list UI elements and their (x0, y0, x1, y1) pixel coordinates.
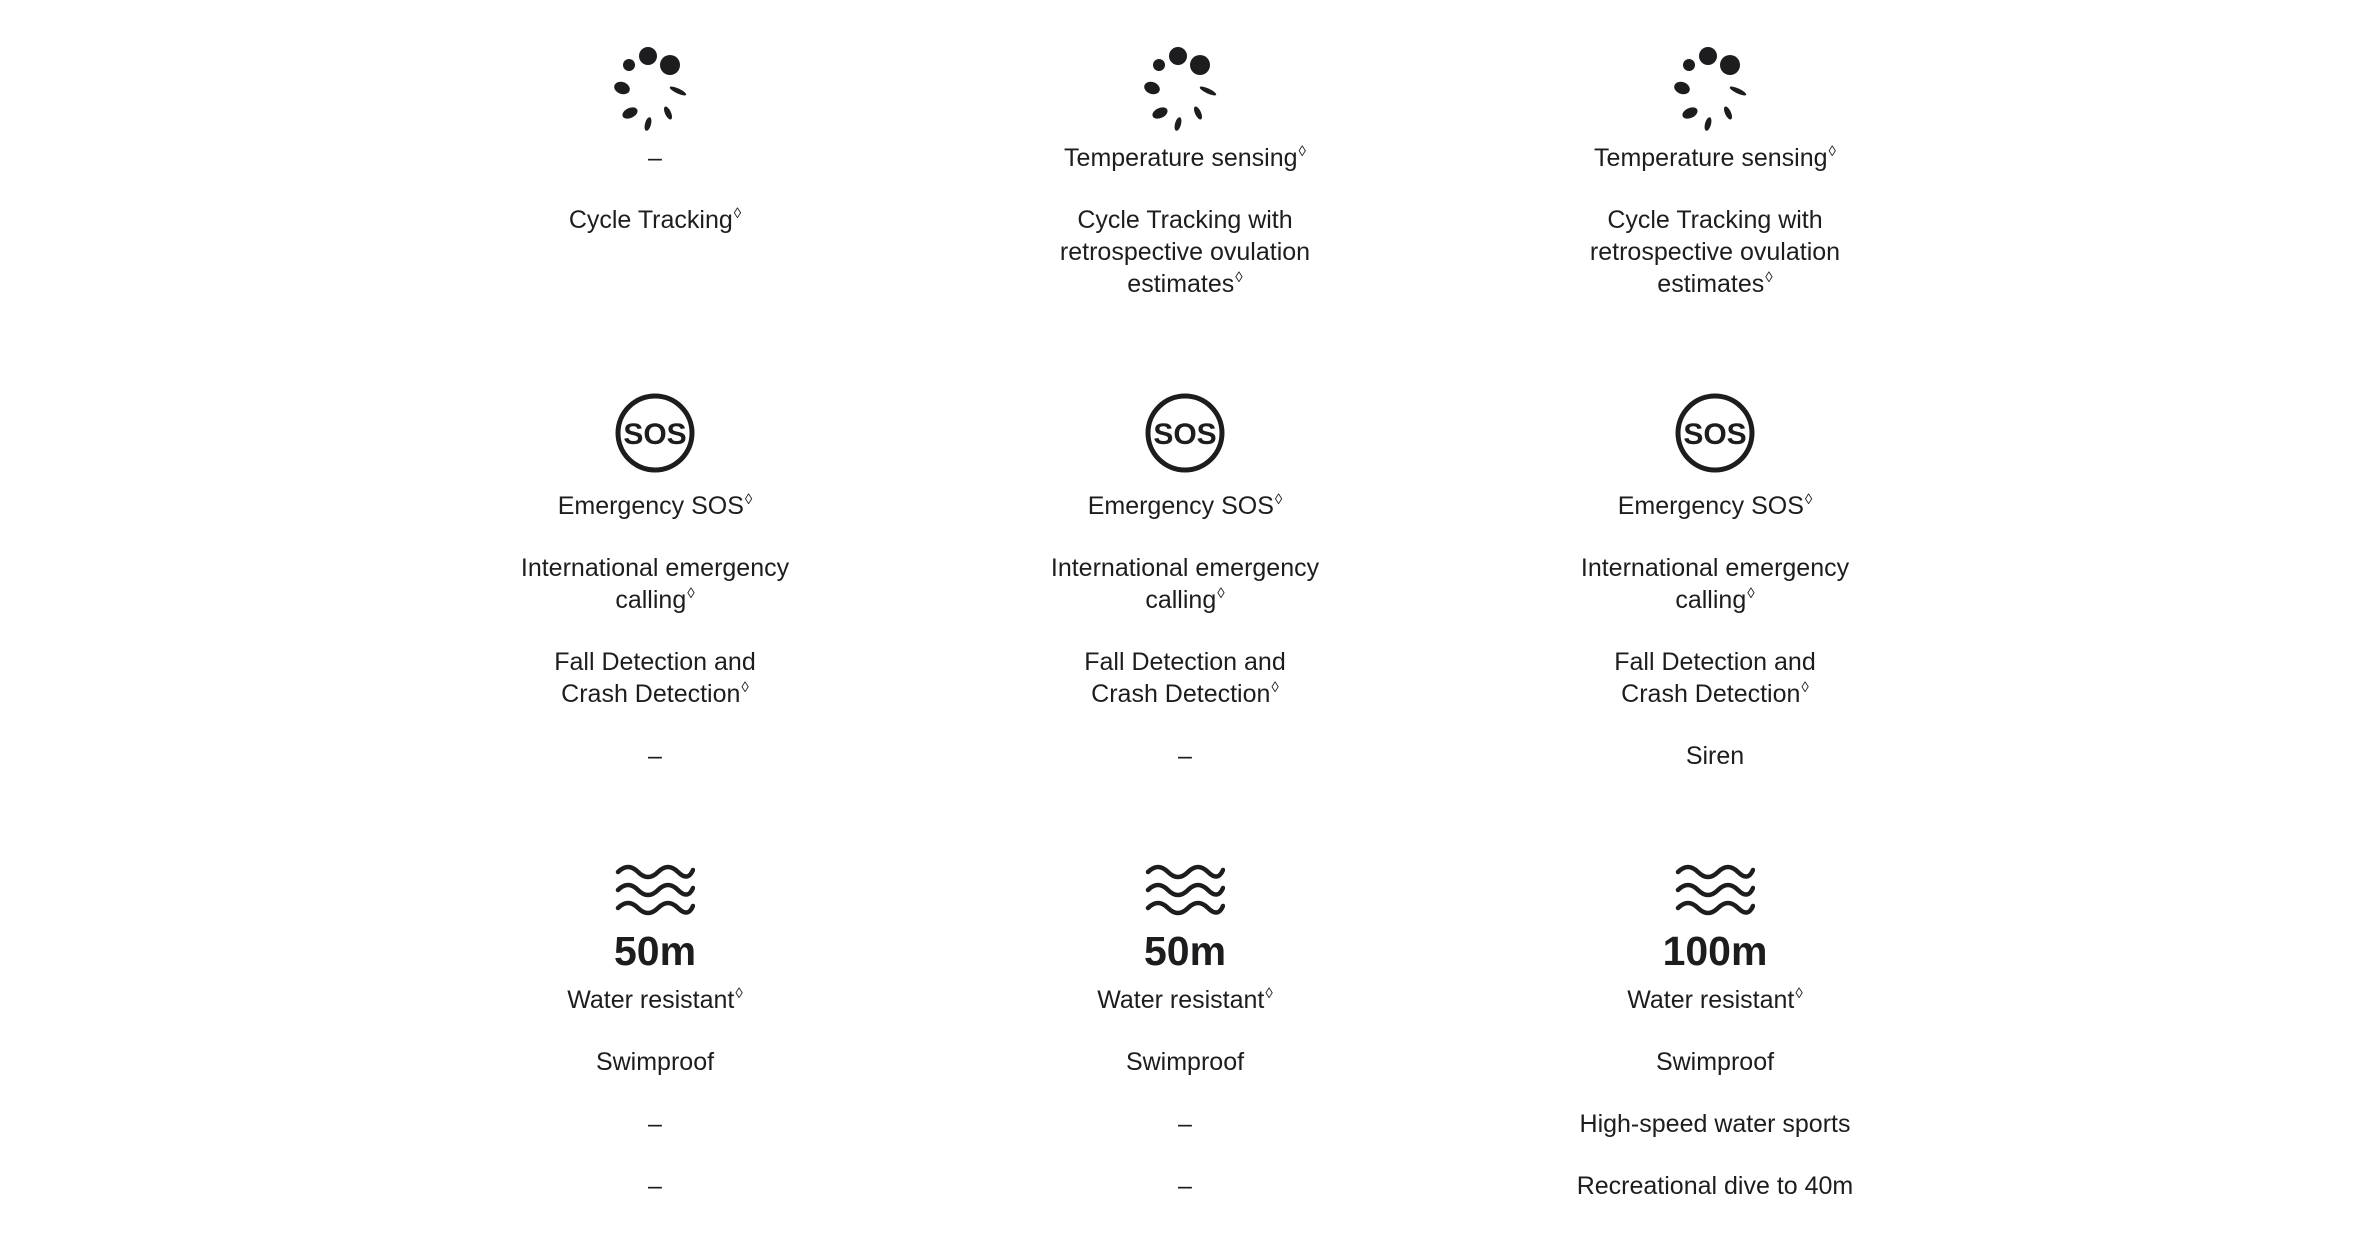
safety-section (445, 392, 865, 772)
cycle-tracking-value: Cycle Tracking with retrospective ovulation estimates◊ (1589, 206, 1841, 298)
siren-value: – (648, 742, 662, 770)
high-speed-water-sports-value: – (648, 1110, 662, 1138)
footnote-mark: ◊ (1274, 491, 1283, 508)
footnote-mark: ◊ (744, 491, 753, 508)
temperature-sensing-value: Temperature sensing◊ (1064, 143, 1306, 172)
fall-crash-detection-value: Fall Detection and Crash Detection◊ (1614, 648, 1816, 708)
swimproof-value: Swimproof (1655, 1048, 1775, 1076)
temperature-sensing-icon (975, 46, 1395, 132)
temperature-sensing-value: – (648, 144, 662, 172)
cycle-tracking-value: Cycle Tracking with retrospective ovulation estimates◊ (1059, 206, 1311, 298)
temperature-sensing-value: Temperature sensing◊ (1594, 143, 1836, 172)
model-column-2 (975, 0, 1395, 1240)
sos-icon (445, 392, 865, 474)
water-depth-value: 50m (613, 928, 697, 974)
footnote-mark: ◊ (1217, 585, 1225, 602)
water-resistance-icon (1505, 860, 1925, 920)
water-resistant-value: Water resistant◊ (1097, 985, 1273, 1014)
svg-text:SOS: SOS (1683, 418, 1747, 451)
siren-value: Siren (1685, 742, 1745, 770)
siren-value: – (1178, 742, 1192, 770)
safety-section (1505, 392, 1925, 772)
footnote-mark: ◊ (687, 585, 695, 602)
temperature-sensing-icon (1505, 46, 1925, 132)
high-speed-water-sports-value: – (1178, 1110, 1192, 1138)
model-column-1 (445, 0, 865, 1240)
international-calling-value: International emergency calling◊ (1050, 554, 1320, 614)
footnote-mark: ◊ (1765, 269, 1773, 286)
recreational-dive-value: – (648, 1172, 662, 1200)
emergency-sos-value: Emergency SOS◊ (1087, 491, 1283, 520)
high-speed-water-sports-value: High-speed water sports (1579, 1110, 1851, 1138)
fall-crash-detection-value: Fall Detection and Crash Detection◊ (554, 648, 756, 708)
swimproof-value: Swimproof (1125, 1048, 1245, 1076)
footnote-mark: ◊ (1801, 679, 1809, 696)
footnote-mark: ◊ (741, 679, 749, 696)
water-depth-value: 100m (1662, 928, 1768, 974)
emergency-sos-value: Emergency SOS◊ (557, 491, 753, 520)
emergency-sos-value: Emergency SOS◊ (1617, 491, 1813, 520)
fall-crash-detection-value: Fall Detection and Crash Detection◊ (1084, 648, 1286, 708)
cycle-tracking-value: Cycle Tracking◊ (568, 205, 742, 234)
water-section (445, 860, 865, 1202)
footnote-mark: ◊ (735, 985, 743, 1002)
footnote-mark: ◊ (733, 205, 742, 222)
swimproof-value: Swimproof (595, 1048, 715, 1076)
model-column-3 (1505, 0, 1925, 1240)
recreational-dive-value: – (1178, 1172, 1192, 1200)
water-resistant-value: Water resistant◊ (567, 985, 743, 1014)
international-calling-value: International emergency calling◊ (520, 554, 790, 614)
svg-text:SOS: SOS (1153, 418, 1217, 451)
water-depth-value: 50m (1143, 928, 1227, 974)
international-calling-value: International emergency calling◊ (1580, 554, 1850, 614)
footnote-mark: ◊ (1271, 679, 1279, 696)
temperature-section (1505, 46, 1925, 300)
water-section (975, 860, 1395, 1202)
footnote-mark: ◊ (1828, 143, 1836, 160)
footnote-mark: ◊ (1795, 985, 1803, 1002)
footnote-mark: ◊ (1235, 269, 1243, 286)
temperature-sensing-icon (445, 46, 865, 132)
temperature-section (975, 46, 1395, 300)
footnote-mark: ◊ (1804, 491, 1813, 508)
sos-icon (1505, 392, 1925, 474)
recreational-dive-value: Recreational dive to 40m (1576, 1172, 1854, 1200)
footnote-mark: ◊ (1298, 143, 1306, 160)
safety-section (975, 392, 1395, 772)
water-resistance-icon (445, 860, 865, 920)
footnote-mark: ◊ (1265, 985, 1273, 1002)
water-section (1505, 860, 1925, 1202)
temperature-section (445, 46, 865, 236)
water-resistance-icon (975, 860, 1395, 920)
water-resistant-value: Water resistant◊ (1627, 985, 1803, 1014)
footnote-mark: ◊ (1747, 585, 1755, 602)
sos-icon (975, 392, 1395, 474)
svg-text:SOS: SOS (623, 418, 687, 451)
